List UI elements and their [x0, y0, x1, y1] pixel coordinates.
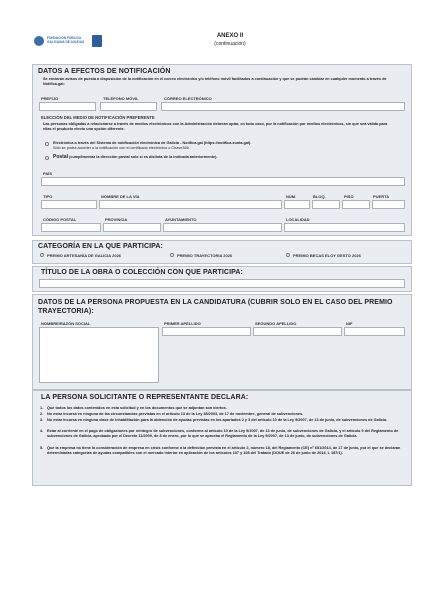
category-title: CATEGORÍA EN LA QUE PARTICIPA: — [38, 243, 163, 250]
mobile-field[interactable] — [100, 102, 157, 111]
category-option-artesania: PREMIO ARTESANÍA DE GALICIA 2026 — [47, 253, 122, 258]
door-field[interactable] — [372, 200, 405, 209]
street-name-label: NOMBRE DE LA VÍA — [101, 194, 140, 199]
category-option-becas: PREMIO BECAS ELOY GESTO 2026 — [293, 253, 361, 258]
postal-radio[interactable] — [45, 156, 49, 160]
annex-title: ANEXO II — [216, 33, 244, 39]
street-type-field[interactable] — [41, 200, 97, 209]
door-label: PUERTA — [373, 194, 390, 199]
province-field[interactable] — [103, 223, 161, 232]
nominee-title: DATOS DE LA PERSONA PROPUESTA EN LA CANDIDATURA (CUBRIR SOLO EN EL CASO DEL PREMIO TRAYECTORIA): — [38, 299, 393, 315]
declaration-item: 4. Estar al corriente en el pago de obligaciones por reintegro de subvenciones, conforme al artículo 10 de la Ley 9/2007, de 13 de junio, de subvenciones de Galicia, y el artículo 9 del Reglamento de subvenciones de Galicia, aprobado por el Decreto 11/2009, de 8 de enero, por lo que se aprueba el Reglamento de la Ley 9/2007, de 13 de junio, de subvenciones de Galicia. — [40, 429, 399, 438]
postal-option: Postal (cumplimentar la dirección postal solo si es distinta de la indicada anteriormente). — [53, 154, 218, 160]
block-label: BLOQ. — [313, 194, 326, 199]
floor-field[interactable] — [342, 200, 370, 209]
municipality-label: AYUNTAMIENTO — [165, 217, 197, 222]
prefix-field[interactable] — [39, 102, 96, 111]
email-label: CORREO ELECTRÓNICO — [164, 96, 212, 101]
preferred-medium-text: Las personas obligadas a relacionarse a través de medios electrónicos con la Administración deberán optar, en todo caso, por la notificación por medios electrónicos, sin que sea válida para ellas el producto electo una opción diferente. — [43, 122, 388, 131]
notification-section — [32, 64, 412, 236]
xunta-seal-icon — [92, 35, 102, 47]
number-field[interactable] — [284, 200, 310, 209]
annex-subtitle: (continuación) — [214, 41, 246, 47]
country-field[interactable] — [41, 177, 405, 186]
org-mark-icon — [34, 36, 44, 46]
floor-label: PISO — [344, 194, 354, 199]
declaration-item: 5. Que la empresa no tiene la consideración de empresa en crisis conforme a la definición prevista en el artículo 2, número 18, del Reglamento (CE) nº 651/2014, de 17 de junio, por el que se declaran determinadas categorías de ayudas compatibles con el mercado interior en aplicación de los artículos 107 y 108 del Tratado (DOUE de 26 de junio de 2014, L 187/1). — [40, 446, 401, 455]
province-label: PROVINCIA — [105, 217, 128, 222]
work-title-heading: TÍTULO DE LA OBRA O COLECCIÓN CON QUE PARTICIPA: — [41, 269, 243, 276]
nominee-surname2-field[interactable] — [253, 327, 342, 336]
work-title-section — [32, 266, 412, 292]
locality-field[interactable] — [284, 223, 405, 232]
street-type-label: TIPO — [43, 194, 53, 199]
nominee-name-label: NOMBRE/RAZÓN SOCIAL — [41, 321, 91, 326]
notification-title: DATOS A EFECTOS DE NOTIFICACIÓN — [38, 68, 171, 75]
category-section — [32, 240, 412, 264]
category-radio-artesania[interactable] — [40, 253, 44, 257]
nominee-name-field[interactable] — [39, 327, 159, 383]
nominee-section — [32, 294, 412, 390]
electronic-radio[interactable] — [45, 142, 49, 146]
country-label: PAÍS — [43, 171, 53, 176]
nominee-nif-label: NIF — [346, 321, 353, 326]
declaration-title: LA PERSONA SOLICITANTE O REPRESENTANTE DECLARA: — [41, 394, 249, 401]
nominee-surname1-field[interactable] — [162, 327, 251, 336]
org-logo — [34, 33, 104, 49]
locality-label: LOCALIDAD — [286, 217, 310, 222]
declaration-item: 1. Que todos los datos contenidos en esta solicitud y en los documentos que se adjuntan son ciertos. — [40, 406, 227, 410]
electronic-option: Electrónica a través del Sistema de notificación electrónica de Galicia - Notifica.gal (https://notifica.xunta.gal). Sólo se podrá acceder a la notificación con el certificado electrónico o Chave365. — [53, 141, 252, 150]
preferred-medium-title: ELECCIÓN DEL MEDIO DE NOTIFICACIÓN PREFERENTE — [41, 115, 155, 120]
notification-intro: Se enviarán avisos de puesta a disposición de la notificación en el correo electrónico y/o teléfono móvil facilitados a continuación y que se podrán cambiar en cualquier momento a través de Notifica.gal: — [43, 77, 387, 86]
block-field[interactable] — [312, 200, 340, 209]
number-label: NÚM. — [286, 194, 297, 199]
declaration-item: 2. No estar incursa en ninguna de las circunstancias previstas en el artículo 13 de la Ley 38/2003, de 17 de noviembre, general de subvenciones. — [40, 412, 304, 416]
mobile-label: TELÉFONO MÓVIL — [103, 96, 139, 101]
org-name: FUNDACIÓN PÚBLICA GALICIANA DE AXUDAS — [47, 36, 85, 44]
municipality-field[interactable] — [163, 223, 282, 232]
category-option-trayectoria: PREMIO TRAYECTORIA 2026 — [177, 253, 233, 258]
prefix-label: PREFIJO — [41, 96, 59, 101]
category-radio-trayectoria[interactable] — [170, 253, 174, 257]
nominee-nif-field[interactable] — [344, 327, 405, 336]
declaration-section — [32, 390, 412, 486]
postal-code-field[interactable] — [41, 223, 101, 232]
nominee-surname1-label: PRIMER APELLIDO — [164, 321, 201, 326]
postal-code-label: CÓDIGO POSTAL — [43, 217, 77, 222]
work-title-field[interactable] — [39, 279, 405, 288]
declaration-item: 3. No estar incursa en ninguna clase de inhabilitación para la obtención de ayudas previstas en los apartados 2 y 3 del artículo 10 de la Ley 9/2007, de 13 de junio, de subvenciones de Galicia. — [40, 418, 388, 422]
annex-header — [180, 33, 280, 47]
nominee-surname2-label: SEGUNDO APELLIDO — [255, 321, 297, 326]
category-radio-becas[interactable] — [286, 253, 290, 257]
email-field[interactable] — [161, 102, 405, 111]
street-name-field[interactable] — [99, 200, 282, 209]
